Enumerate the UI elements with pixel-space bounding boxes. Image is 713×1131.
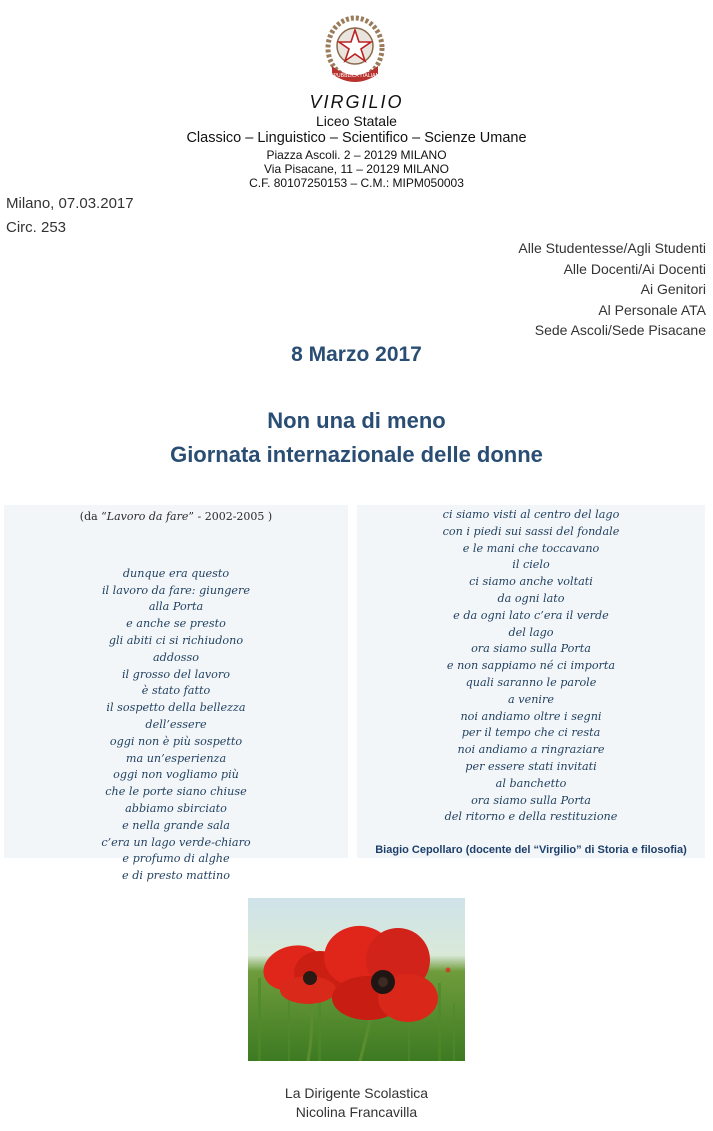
poem-line: dell’essere: [145, 717, 207, 731]
poem-line: a venire: [508, 692, 554, 706]
poem-lines-right: [357, 507, 705, 826]
poem-line: con i piedi sui sassi del fondale: [442, 524, 620, 538]
poem-line: ma un’esperienza: [125, 751, 227, 765]
poem-line: oggi non vogliamo più: [113, 768, 239, 782]
poem-line: del lago: [508, 625, 554, 639]
poem-line: noi andiamo oltre i segni: [460, 709, 602, 723]
poem-line: il cielo: [512, 558, 550, 572]
poem-line: oggi non è più sospetto: [109, 734, 243, 748]
poem-line: ora siamo sulla Porta: [471, 642, 591, 656]
poem-line: e non sappiamo né ci importa: [446, 659, 616, 673]
poem-line: quali saranno le parole: [465, 675, 597, 689]
poem-line: e le mani che toccavano: [462, 541, 600, 555]
poem-line: del ritorno e della restituzione: [444, 810, 618, 824]
subheadline: Giornata internazionale delle donne: [170, 442, 543, 467]
school-name: VIRGILIO: [309, 92, 404, 112]
event-date-title: 8 Marzo 2017: [291, 343, 422, 366]
poem-line: gli abiti ci si richiudono: [108, 633, 244, 647]
italian-republic-emblem-icon: [322, 14, 388, 86]
school-courses: Classico – Linguistico – Scientifico – Scienze Umane: [186, 130, 527, 146]
document-date: Milano, 07.03.2017: [6, 195, 134, 212]
poem-line: da ogni lato: [497, 591, 565, 605]
poem-line: ci siamo visti al centro del lago: [442, 508, 620, 521]
school-type: Liceo Statale: [316, 113, 397, 129]
poem-line: abbiamo sbirciato: [125, 801, 227, 815]
tax-codes: C.F. 80107250153 – C.M.: MIPM050003: [249, 176, 464, 190]
headline: Non una di meno: [267, 408, 446, 433]
recipient: Sede Ascoli/Sede Pisacane: [534, 322, 706, 338]
poem-line: è stato fatto: [141, 684, 211, 698]
poem-line: il sospetto della bellezza: [106, 701, 246, 715]
poem-line: che le porte siano chiuse: [105, 785, 247, 799]
poppy-flowers-icon: [248, 898, 465, 1061]
poem-line: alla Porta: [148, 600, 204, 614]
poem-author: Biagio Cepollaro (docente del “Virgilio” di Storia e filosofia): [375, 844, 687, 856]
poem-line: ora siamo sulla Porta: [471, 793, 591, 807]
poem-line: dunque era questo: [122, 566, 230, 580]
poem-line: il grosso del lavoro: [121, 667, 231, 681]
poem-column-right: [357, 505, 705, 858]
recipient: Ai Genitori: [640, 281, 706, 297]
circular-number: Circ. 253: [6, 219, 67, 236]
address-line-1: Piazza Ascoli. 2 – 20129 MILANO: [266, 148, 447, 162]
poem-line: e anche se presto: [126, 617, 226, 631]
poem-line: noi andiamo a ringraziare: [457, 743, 605, 757]
poem-line: e nella grande sala: [122, 818, 230, 832]
poem-line: per essere stati invitati: [465, 759, 597, 773]
poem-column-left: [4, 505, 348, 883]
recipient: Alle Studentesse/Agli Studenti: [518, 240, 706, 256]
poem-source: (da “Lavoro da fare” - 2002-2005 ): [79, 510, 273, 523]
poem-line: addosso: [153, 650, 199, 664]
recipient: Al Personale ATA: [598, 301, 706, 318]
signatory-name: Nicolina Francavilla: [295, 1104, 418, 1120]
address-line-2: Via Pisacane, 11 – 20129 MILANO: [263, 162, 449, 176]
poem-line: per il tempo che ci resta: [461, 726, 601, 740]
svg-text:REPUBBLICA ITALIANA: REPUBBLICA ITALIANA: [327, 73, 383, 79]
signatory-role: La Dirigente Scolastica: [284, 1085, 429, 1101]
recipients-list: [518, 238, 706, 341]
poem-line: c’era un lago verde-chiaro: [101, 835, 251, 849]
recipient: Alle Docenti/Ai Docenti: [563, 260, 706, 277]
poem-line: il lavoro da fare: giungere: [101, 583, 251, 597]
poem-line: e da ogni lato c’era il verde: [453, 608, 609, 622]
poem-line: e di presto mattino: [122, 869, 230, 883]
poem-line: ci siamo anche voltati: [469, 575, 593, 589]
poem-line: e profumo di alghe: [122, 852, 230, 866]
poem-lines-left: [4, 566, 348, 885]
poem-line: al banchetto: [495, 776, 567, 790]
